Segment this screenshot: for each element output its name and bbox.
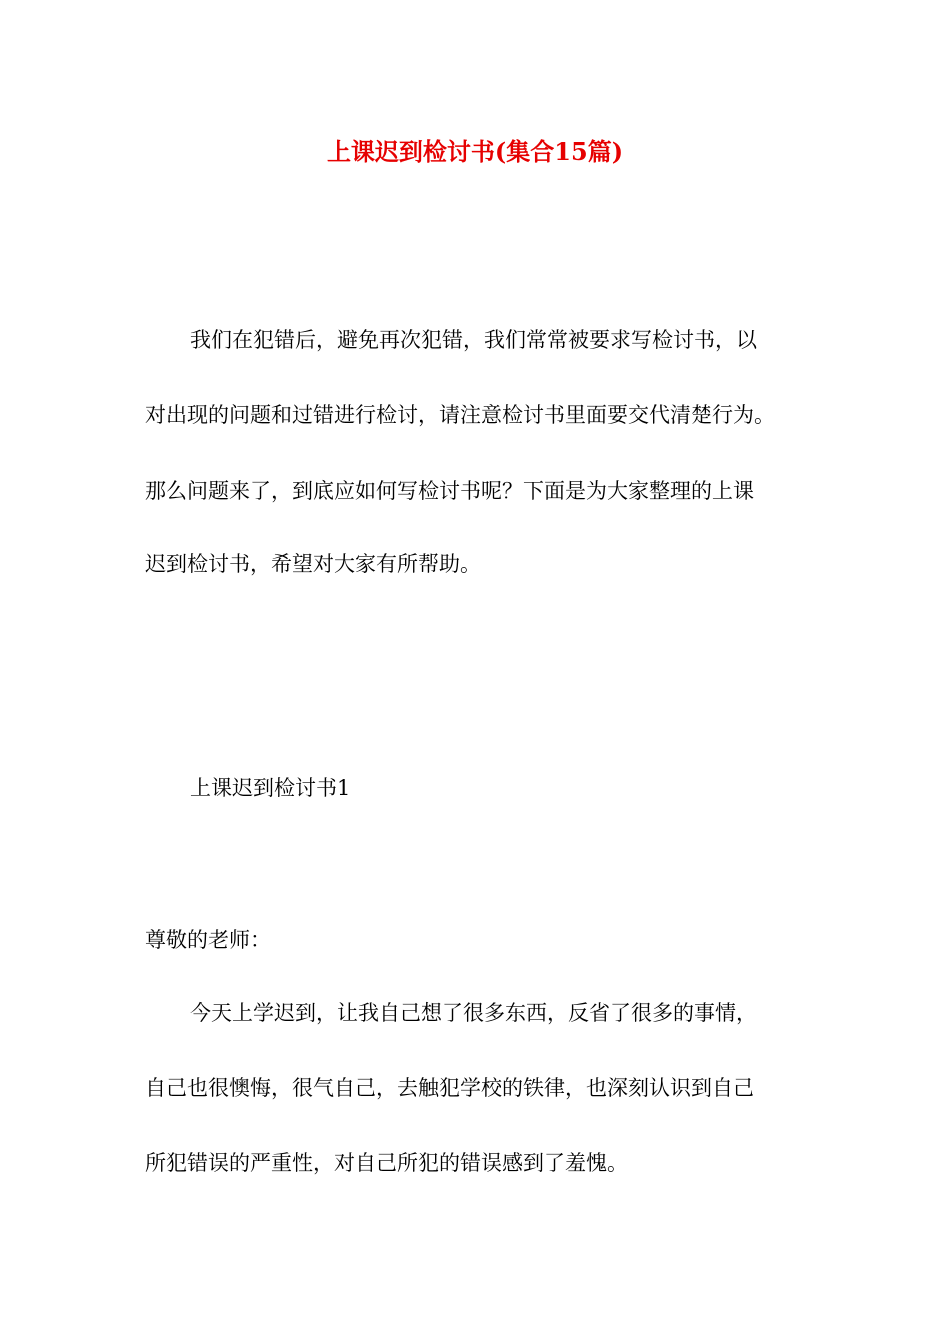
intro-line-4: 迟到检讨书，希望对大家有所帮助。 xyxy=(145,552,481,576)
section-heading: 上课迟到检讨书1 xyxy=(190,776,351,800)
document-title: 上课迟到检讨书(集合15篇) xyxy=(326,137,624,166)
body-line-3: 所犯错误的严重性，对自己所犯的错误感到了羞愧。 xyxy=(145,1151,628,1175)
intro-line-3: 那么问题来了，到底应如何写检讨书呢？下面是为大家整理的上课 xyxy=(145,479,754,503)
intro-line-1: 我们在犯错后，避免再次犯错，我们常常被要求写检讨书，以 xyxy=(190,328,757,352)
body-line-2: 自己也很懊悔，很气自己，去触犯学校的铁律，也深刻认识到自己 xyxy=(145,1076,754,1100)
body-line-1: 今天上学迟到，让我自己想了很多东西，反省了很多的事情， xyxy=(190,1001,757,1025)
salutation: 尊敬的老师： xyxy=(145,928,271,952)
intro-line-2: 对出现的问题和过错进行检讨，请注意检讨书里面要交代清楚行为。 xyxy=(145,403,775,427)
